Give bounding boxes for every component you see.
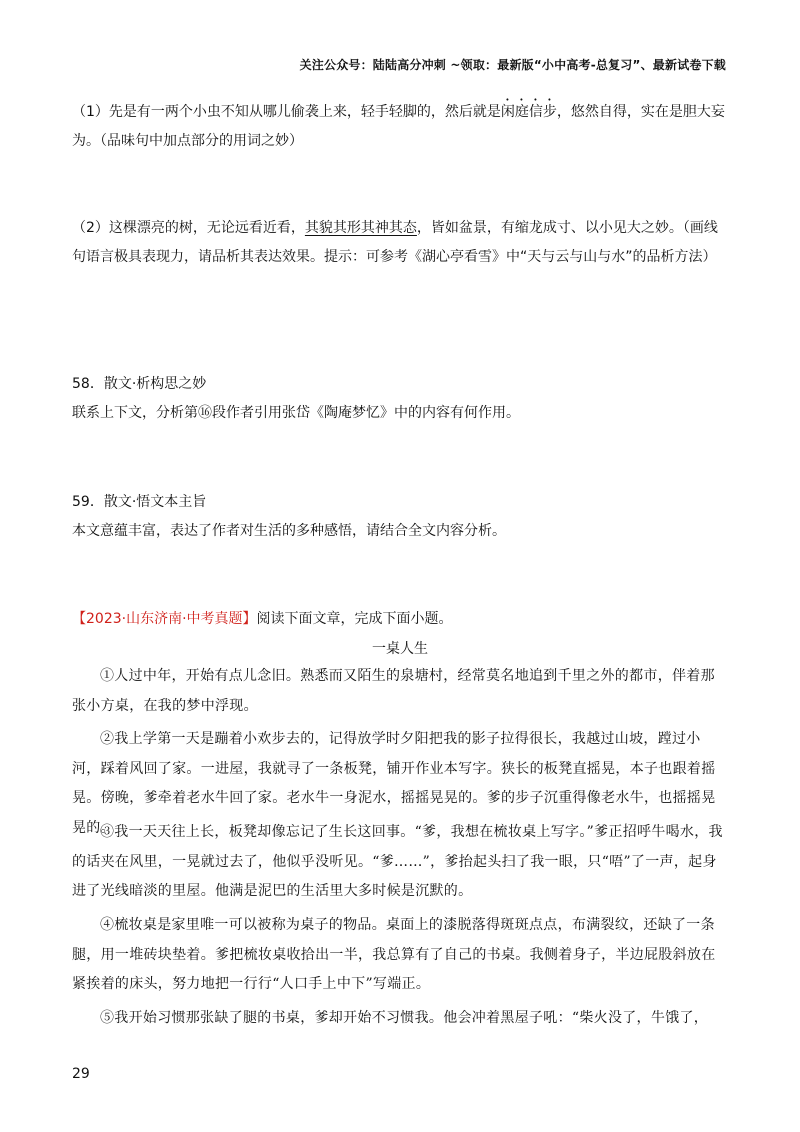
question-59 [72,488,728,546]
question-2 [72,214,728,272]
question-59-text: 本文意蕴丰富，表达了作者对生活的多种感悟，请结合全文内容分析。 [72,523,506,539]
question-2-underlined-phrase: 其貌其形其神其态 [304,220,417,236]
question-58-heading: 58．散文·析构思之妙 [72,376,207,392]
question-2-text-end: ，皆如盆景，有缩龙成寸、以小见大之妙。（画线句语言极具表现力，请品析其表达效果。提示：可参考《湖心亭看雪》中“天与云与山与水”的品析方法） [72,220,718,265]
question-1-dotted-phrase: 闲庭信步 [500,104,557,120]
question-2-text: （2）这棵漂亮的树，无论远看近看， [72,220,305,236]
question-1-text: （1）先是有一两个小虫不知从哪儿偷袭上来，轻手轻脚的，然后就是 [72,104,501,120]
story-paragraph-5: ⑤我开始习惯那张缺了腿的书桌，爹却开始不习惯我。他会冲着黑屋子吼：“柴火没了，牛饿了， [100,1010,709,1026]
exam-instruction: 阅读下面文章，完成下面小题。 [256,611,453,627]
question-58-text: 联系上下文，分析第⑯段作者引用张岱《陶庵梦忆》中的内容有何作用。 [72,405,520,421]
story-paragraph-3: ③我一天天往上长，板凳却像忘记了生长这回事。“爹，我想在梳妆桌上写字。”爹正招呼牛喝水，我的话夹在风里，一晃就过去了，他似乎没听见。“爹……”，爹抬起头扫了我一眼，只“唔”了一声，起身进了光线暗淡的里屋。他满是泥巴的生活里大多时候是沉默的。 [72,824,723,899]
exam-intro [72,605,728,634]
story-title: 一桌人生 [372,641,428,657]
question-1-text-end: ，悠然自得，实在是胆大妄为。（品味句中加点部分的用词之妙） [72,104,725,149]
question-58 [72,370,728,428]
story-paragraph-2: ②我上学第一天是蹦着小欢步去的，记得放学时夕阳把我的影子拉得很长，我越过山坡，蹚过小河，踩着风回了家。一进屋，我就寻了一条板凳，铺开作业本写字。狭长的板凳直摇晃，本子也跟着摇晃。傍晚，爹牵着老水牛回了家。老水牛一身泥水，摇摇晃晃的。爹的步子沉重得像老水牛，也摇摇晃晃的。 [72,731,716,836]
exam-source-label: 【2023·山东济南·中考真题】 [72,611,257,627]
page-number: 29 [72,1066,90,1082]
promo-header: 关注公众号：陆陆高分冲刺 ~领取：最新版“小中高考-总复习”、最新试卷下载 [299,58,726,72]
question-59-heading: 59．散文·悟文本主旨 [72,494,207,510]
story-paragraph-4: ④梳妆桌是家里唯一可以被称为桌子的物品。桌面上的漆脱落得斑斑点点，布满裂纹，还缺了一条腿，用一堆砖块垫着。爹把梳妆桌收拾出一半，我总算有了自己的书桌。我侧着身子，半边屁股斜放在紧挨着的床头，努力地把一行行“人口手上中下”写端正。 [72,917,716,992]
story-paragraph-1: ①人过中年，开始有点儿念旧。熟悉而又陌生的泉塘村，经常莫名地追到千里之外的都市，伴着那张小方桌，在我的梦中浮现。 [72,668,715,714]
question-1 [72,96,728,156]
